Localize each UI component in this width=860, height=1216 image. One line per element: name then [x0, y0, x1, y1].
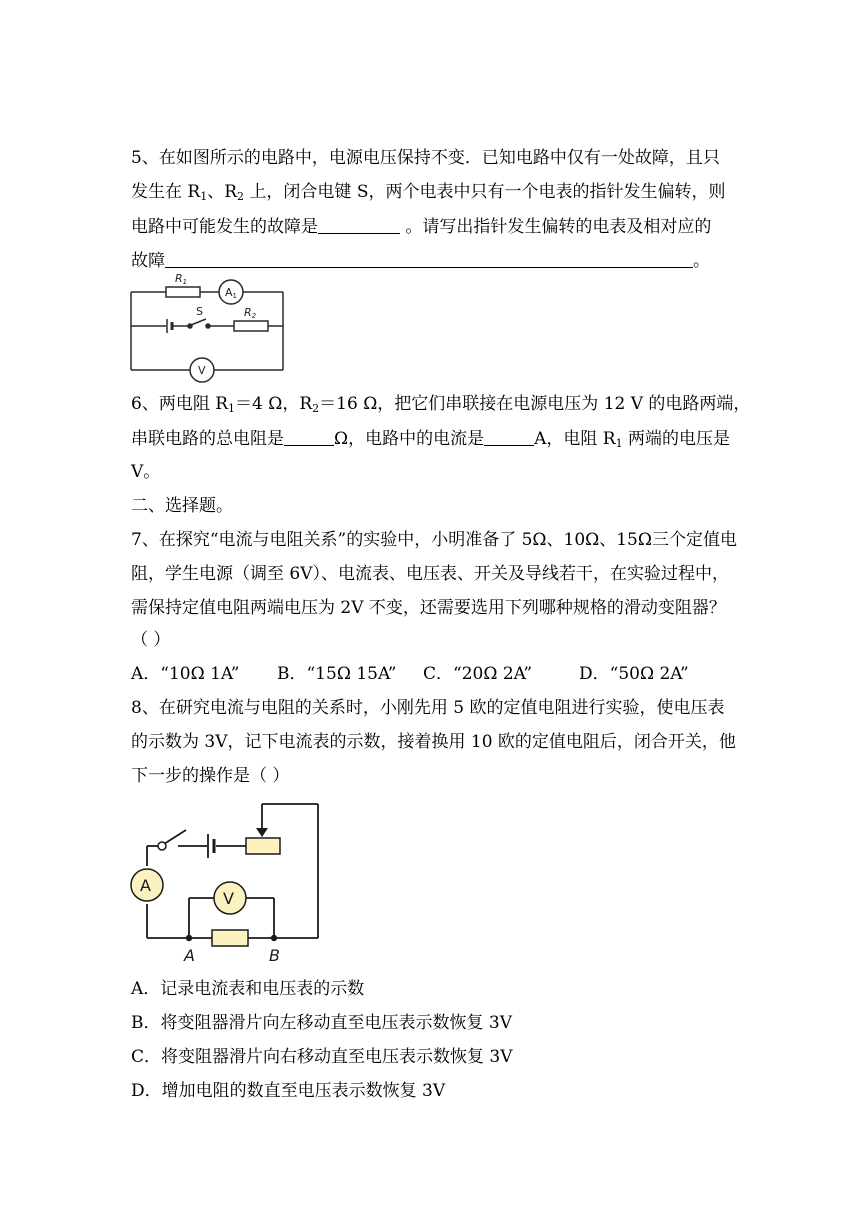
q5-text: 电路中可能发生的故障是 [131, 217, 318, 237]
answer-blank[interactable] [284, 427, 334, 446]
q6-text: 两端的电压是 [622, 429, 730, 449]
q5-text: 。 [693, 251, 710, 271]
q8-option-a[interactable]: A．记录电流表和电压表的示数 [131, 979, 365, 999]
q5-text: 、R [207, 182, 238, 202]
label-point-a: A [184, 946, 195, 965]
label-point-b: B [269, 946, 280, 965]
q8-option-c[interactable]: C．将变阻器滑片向右移动直至电压表示数恢复 3V [131, 1047, 513, 1067]
switch [164, 830, 186, 844]
q6-text: A，电阻 R [534, 429, 616, 449]
label-ammeter: A [140, 876, 151, 895]
subscript: 1 [200, 190, 208, 203]
junction-a [186, 935, 192, 941]
q8-line-1: 8、在研究电流与电阻的关系时，小刚先用 5 欧的定值电阻进行实验，使电压表 [131, 698, 725, 718]
label-v: V [198, 364, 206, 377]
answer-blank[interactable] [318, 215, 400, 234]
label-r1: R1 [175, 272, 188, 286]
label-r2: R2 [244, 306, 257, 320]
q8-line-2: 的示数为 3V，记下电流表的示数，接着换用 10 欧的定值电阻后，闭合开关，他 [131, 732, 736, 752]
q5-text: 上，闭合电键 S，两个电表中只有一个电表的指针发生偏转，则 [244, 182, 726, 202]
junction-b [271, 935, 277, 941]
subscript: 1 [228, 402, 236, 415]
fixed-resistor [212, 930, 248, 946]
label-a1: A1 [225, 286, 237, 300]
q6-line-3: V。 [131, 462, 161, 482]
q6-line-1 [131, 393, 751, 415]
q7-line-1: 7、在探究“电流与电阻关系”的实验中，小明准备了 5Ω、10Ω、15Ω三个定值电 [131, 530, 737, 550]
option-c[interactable]: C．“20Ω 2A” [423, 664, 533, 684]
q6-text: ＝16 Ω，把它们串联接在电源电压为 12 V 的电路两端， [319, 394, 751, 414]
q6-text: ＝4 Ω，R [235, 394, 313, 414]
option-b[interactable]: B．“15Ω 15A” [277, 664, 397, 684]
q5-line-2 [131, 181, 731, 203]
q5-text: 故障 [131, 251, 165, 271]
q6-text: 6、两电阻 R [131, 394, 229, 414]
q7-options [131, 663, 731, 685]
label-voltmeter: V [223, 889, 234, 908]
subscript: 2 [237, 190, 245, 203]
q6-text: 串联电路的总电阻是 [131, 429, 284, 449]
rheostat [246, 838, 280, 854]
q6-text: Ω，电路中的电流是 [334, 429, 485, 449]
q7-line-2: 阻，学生电源（调至 6V）、电流表、电压表、开关及导线若干，在实验过程中， [131, 564, 729, 584]
q8-circuit-diagram [128, 800, 324, 966]
q5-text: 发生在 R [131, 182, 201, 202]
q8-option-d[interactable]: D．增加电阻的数直至电压表示数恢复 3V [131, 1081, 446, 1101]
label-s: S [196, 305, 203, 318]
section-heading: 二、选择题。 [131, 496, 233, 516]
subscript: 2 [312, 402, 320, 415]
q5-text: 。请写出指针发生偏转的电表及相对应的 [400, 217, 712, 237]
q8-line-3: 下一步的操作是（ ） [131, 766, 290, 786]
option-a[interactable]: A．“10Ω 1A” [131, 664, 240, 684]
resistor-r2 [234, 321, 268, 331]
switch-s [191, 319, 206, 325]
subscript: 1 [615, 437, 623, 450]
q5-line-3 [131, 215, 731, 238]
answer-blank[interactable] [484, 427, 534, 446]
q8-option-b[interactable]: B．将变阻器滑片向左移动直至电压表示数恢复 3V [131, 1013, 512, 1033]
q5-line-1: 5、在如图所示的电路中，电源电压保持不变．已知电路中仅有一处故障，且只 [131, 148, 720, 168]
resistor-r1 [166, 287, 200, 297]
q6-line-2 [131, 427, 731, 450]
answer-blank[interactable] [165, 249, 693, 268]
option-d[interactable]: D．“50Ω 2A” [579, 664, 689, 684]
q7-answer-bracket: （ ） [131, 630, 171, 650]
q5-circuit-diagram [124, 268, 290, 386]
q7-line-3: 需保持定值电阻两端电压为 2V 不变，还需要选用下列哪种规格的滑动变阻器？ [131, 598, 726, 618]
